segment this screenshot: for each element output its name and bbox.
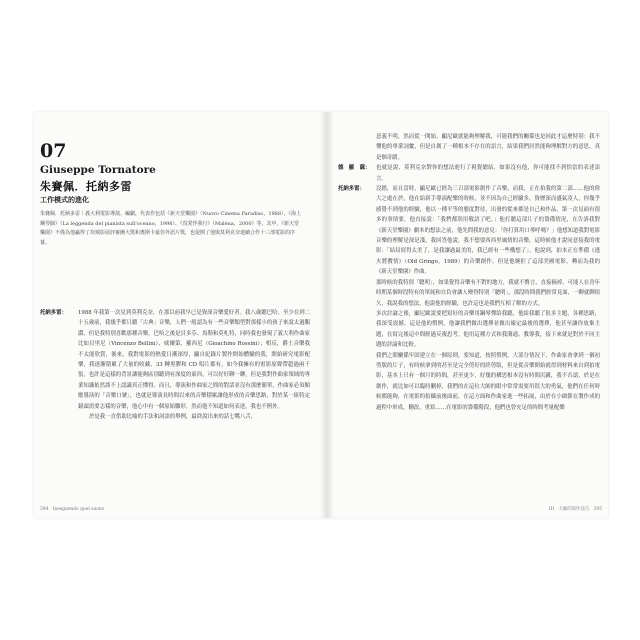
speech-paragraph: 多次討論之後，顯尼歐說要把寫好的音樂用鋼琴彈給我聽，他給我聽了很多主題，各種思路，我深受震撼，這是他的慣例，他讓我們做出選擇並做出確定最後的選擇，他甚至讓你放棄主題，在寫完後這中間經過反複思考，他用這種方式和我溝通、教導我，接下來就是對於不同主題的評論和比較。 xyxy=(376,310,600,349)
dialogue-entry xyxy=(338,184,600,278)
speaker-label xyxy=(338,278,376,309)
speech-paragraph: 那時候的我特別「聰明」，如果覺得音樂有不對的地方，我就不贅言，直接摘掉，可能人在青年時期某個時段特有的單純和自負會讓人變得特別「聰明」，那段時間我們經常見面，一聊就聊很久，我說我的想法，他說他的經驗，也許這也是我們互相了解的方式。 xyxy=(376,279,600,307)
speaker-label: 托納多雷： xyxy=(338,186,365,193)
speech-paragraph: 意義不明，然而從一開始，顯尼歐就能夠理解我，可能我們的關係也是因此才這麼特別：我不懂他的專業詞彙，但是自創了一種根本不存在的語言，結果我們居然能夠理解對方的意思，真是個奇蹟。 xyxy=(376,134,600,161)
dialogue-entry xyxy=(338,309,600,351)
page-footer-right: III 大師的寫作技巧 395 xyxy=(548,507,602,512)
speech-paragraph: 沒錯，而且當時，顯尼歐已經為三百部電影創作了音樂，而我，正在拍我的第二部……他的偉大之處在於，他在給新手導演配樂的時候，並不因為自己經驗多，資歷深而盛氣凌人，你幾乎感覺不到他的經驗，他以一種平等的態度對待，出發的從來都是自己和作品，第一次見面有很多的事情要，他直接說：「我們都別用敬語了吧。」他打聽這部片子的籌備情況，在告訴我對《新天堂樂園》劇本的想法之前，他先問我的意見：「你打算用口琴呼嗎？」他想知道我對電影音樂的理解是深是淺，我回答他說，我不想要西西里風情的音樂，這時候他才說同意接我的電影：「結局寫得太美了，是我讓過最美的，我已經有一些構想了」。他說到，拍本正在準備《逃火將攬情》（Old Gringo，1989）的音樂創作，但是他婉拒了這部美國電影，轉而為我的《新天堂樂園》作曲。 xyxy=(376,186,600,276)
book-gutter xyxy=(320,112,334,518)
speech-paragraph: 於是我一直借助比喻的手法和詞語的舉例，最終說出來的話七嘴八舌， xyxy=(89,414,257,421)
dialogue-entry xyxy=(338,351,600,413)
right-page xyxy=(334,112,608,518)
dialogue-entry xyxy=(338,278,600,309)
speaker-label xyxy=(338,351,376,413)
speech-paragraph: 我們之間關係牢固建立在一個原則，要知道，按照慣例，大部分情況下，作曲家會拿到一個初剪版的片子，有時候拿到的甚至是完全剪好的終剪版，但是從音樂開始就得到材料來自到拍電影，基本上只有一個月的時間，甚至更少，好幾的構思根本沒有時間沉澱，我不否認，於是在創作，就比如可以臨時刪掉，我們的在這位大師的眼中常常需要用很大的勇氣，他們在任何時候都能夠，在電影的拍攝前後面前，在這方面和作曲家進一些拓展，由於在小細節在製作成的過程中形成，刪改，重寫……在電影的籌備階段，他們也曾充足的時間考量配樂 xyxy=(376,352,600,411)
speaker-label xyxy=(338,309,376,351)
dialogue-entry xyxy=(40,308,310,422)
speaker-label: 德 羅 薩： xyxy=(338,165,371,172)
dialogue-entry xyxy=(338,163,600,184)
chapter-subtitle: 工作模式的進化 xyxy=(40,195,89,204)
speech-paragraph: 1988 年我第一次見到莫利克奈，在那以前我早已是資深音樂愛好者。我八歲聽巴哈，至少在到二十五歲前，我幾乎都只聽「古典」音樂，人們一般認為有一些音樂類型對那樣小的孩子來說太過艱澀，但是我特別喜歡那種音樂，巴哈之後是貝多芬、馬勒和莫札特，同時我也發現了義大利作曲家比如貝里尼（Vincenzo Bellini）、威爾第、羅西尼（Gioachino Rossini）；相反，爵士音樂我不太能欣賞，後來，我對電影的熱愛日漸深厚，顯自紀錄片製作開始體驗的我，開始研究電影配樂，我逐漸積累了大量的收藏，33 轉黑膠和 CD 唱片都有，如今我擁有的電影原聲帶超過兩千張，也許是這樣的背景讓能夠區別聽到有深度的東西，可以好好聊一聊，但是我對作曲家領域的專業知識依然談不上認識真正懂得。而且，導演和作曲家之間的對話並沒有那麼簡單，作曲家必須順應導演的「音樂口號」，也就是導演長時間以來的音樂積累讓他形成的音樂思路，對於某一組特定鏡頭需要怎樣的音樂，他心中有一個原始雛形，然而他不知道如何表達，我也不例外。 xyxy=(78,310,310,410)
speaker-label xyxy=(338,132,376,163)
chapter-name-english: Giuseppe Tornatore xyxy=(40,164,156,176)
right-dialogue xyxy=(338,132,600,413)
book-spread xyxy=(34,112,608,518)
dialogue-entry xyxy=(338,132,600,163)
chapter-name-chinese: 朱賽佩．托納多雷 xyxy=(40,180,132,193)
chapter-number: 07 xyxy=(40,140,67,162)
speaker-label: 托納多雷： xyxy=(40,310,67,316)
speech-block xyxy=(78,308,310,422)
left-dialogue xyxy=(40,308,310,422)
page-footer-left: 394 Inseguendo quel suono xyxy=(40,507,105,512)
chapter-intro: 朱賽佩．托納多雷｜義大利電影導演、編劇，代表作包括《新天堂樂園》（Nuovo Cinema Paradiso，1988）、《海上鋼琴師》（La leggenda del pianista sull'oceano，1998）、《真愛伴我行》（Malèna，2000）等。其中，《新天堂樂園》不僅為他贏得了坎城影展評審團大獎和奧斯卡最佳外語片獎，也促開了他與莫利克奈連續合作十三部電影的序幕。 xyxy=(40,211,302,246)
left-page xyxy=(34,112,321,518)
speech-paragraph: 也就是說，莫利克奈對你的想法進行了視覺總結，如果沒有他，你可能找不到恰當的表述語言。 xyxy=(376,165,600,182)
